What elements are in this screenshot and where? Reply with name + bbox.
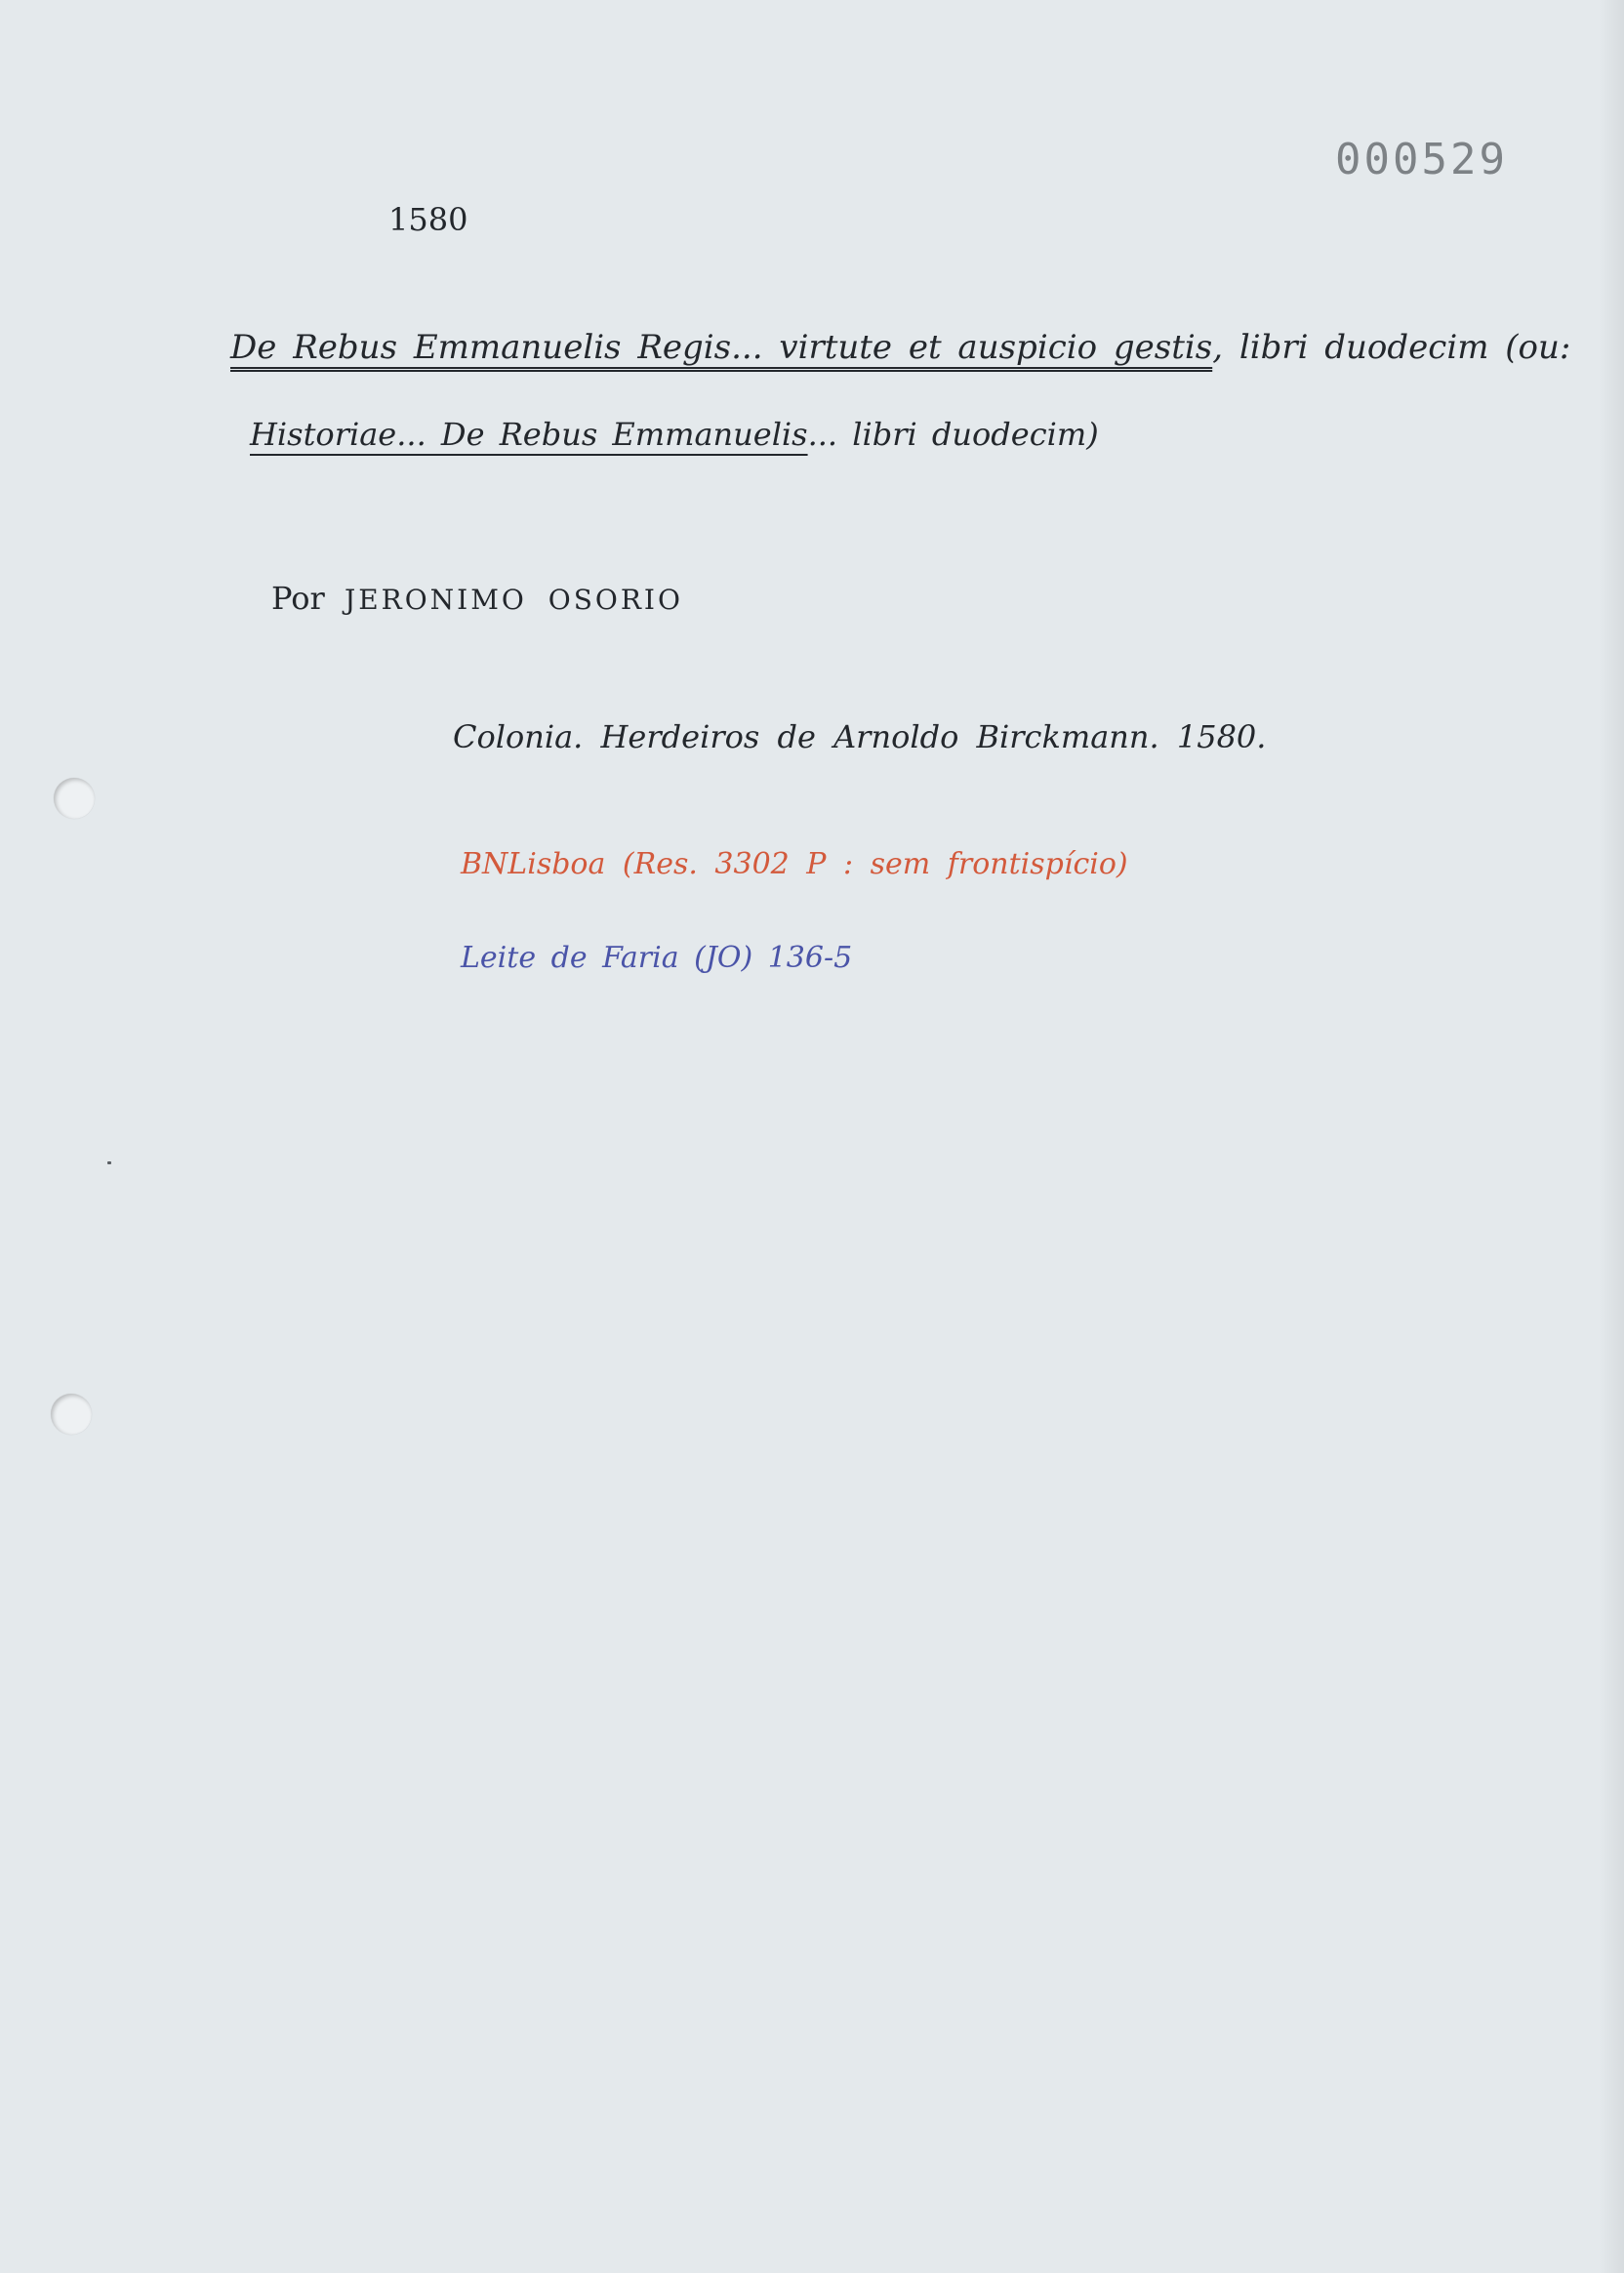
title-main-underlined: De Rebus Emmanuelis Regis... virtute et auspicio gestis bbox=[230, 328, 1213, 367]
punch-hole-upper bbox=[54, 778, 95, 819]
page-edge-shadow bbox=[1599, 0, 1624, 2273]
imprint-line: Colonia. Herdeiros de Arnoldo Birckmann. 1580. bbox=[453, 718, 1267, 755]
card-number-stamp: 000529 bbox=[1335, 135, 1508, 184]
paper-speck bbox=[107, 1161, 111, 1164]
publication-year: 1580 bbox=[388, 201, 468, 238]
punch-hole-lower bbox=[51, 1394, 92, 1435]
author-line bbox=[271, 580, 683, 617]
library-location: BNLisboa (Res. 3302 P : sem frontispício) bbox=[461, 847, 1128, 881]
bibliographic-reference: Leite de Faria (JO) 136-5 bbox=[461, 941, 853, 975]
author-name: JERONIMO OSORIO bbox=[344, 584, 683, 616]
title-line-1-rest: , libri duodecim (ou: bbox=[1212, 328, 1571, 367]
title-alt-underlined: Historiae... De Rebus Emmanuelis bbox=[250, 416, 808, 453]
author-prefix: Por bbox=[271, 580, 325, 617]
title-line-1 bbox=[230, 328, 1570, 367]
title-line-2 bbox=[250, 416, 1099, 453]
title-line-2-rest: ... libri duodecim) bbox=[807, 416, 1099, 453]
